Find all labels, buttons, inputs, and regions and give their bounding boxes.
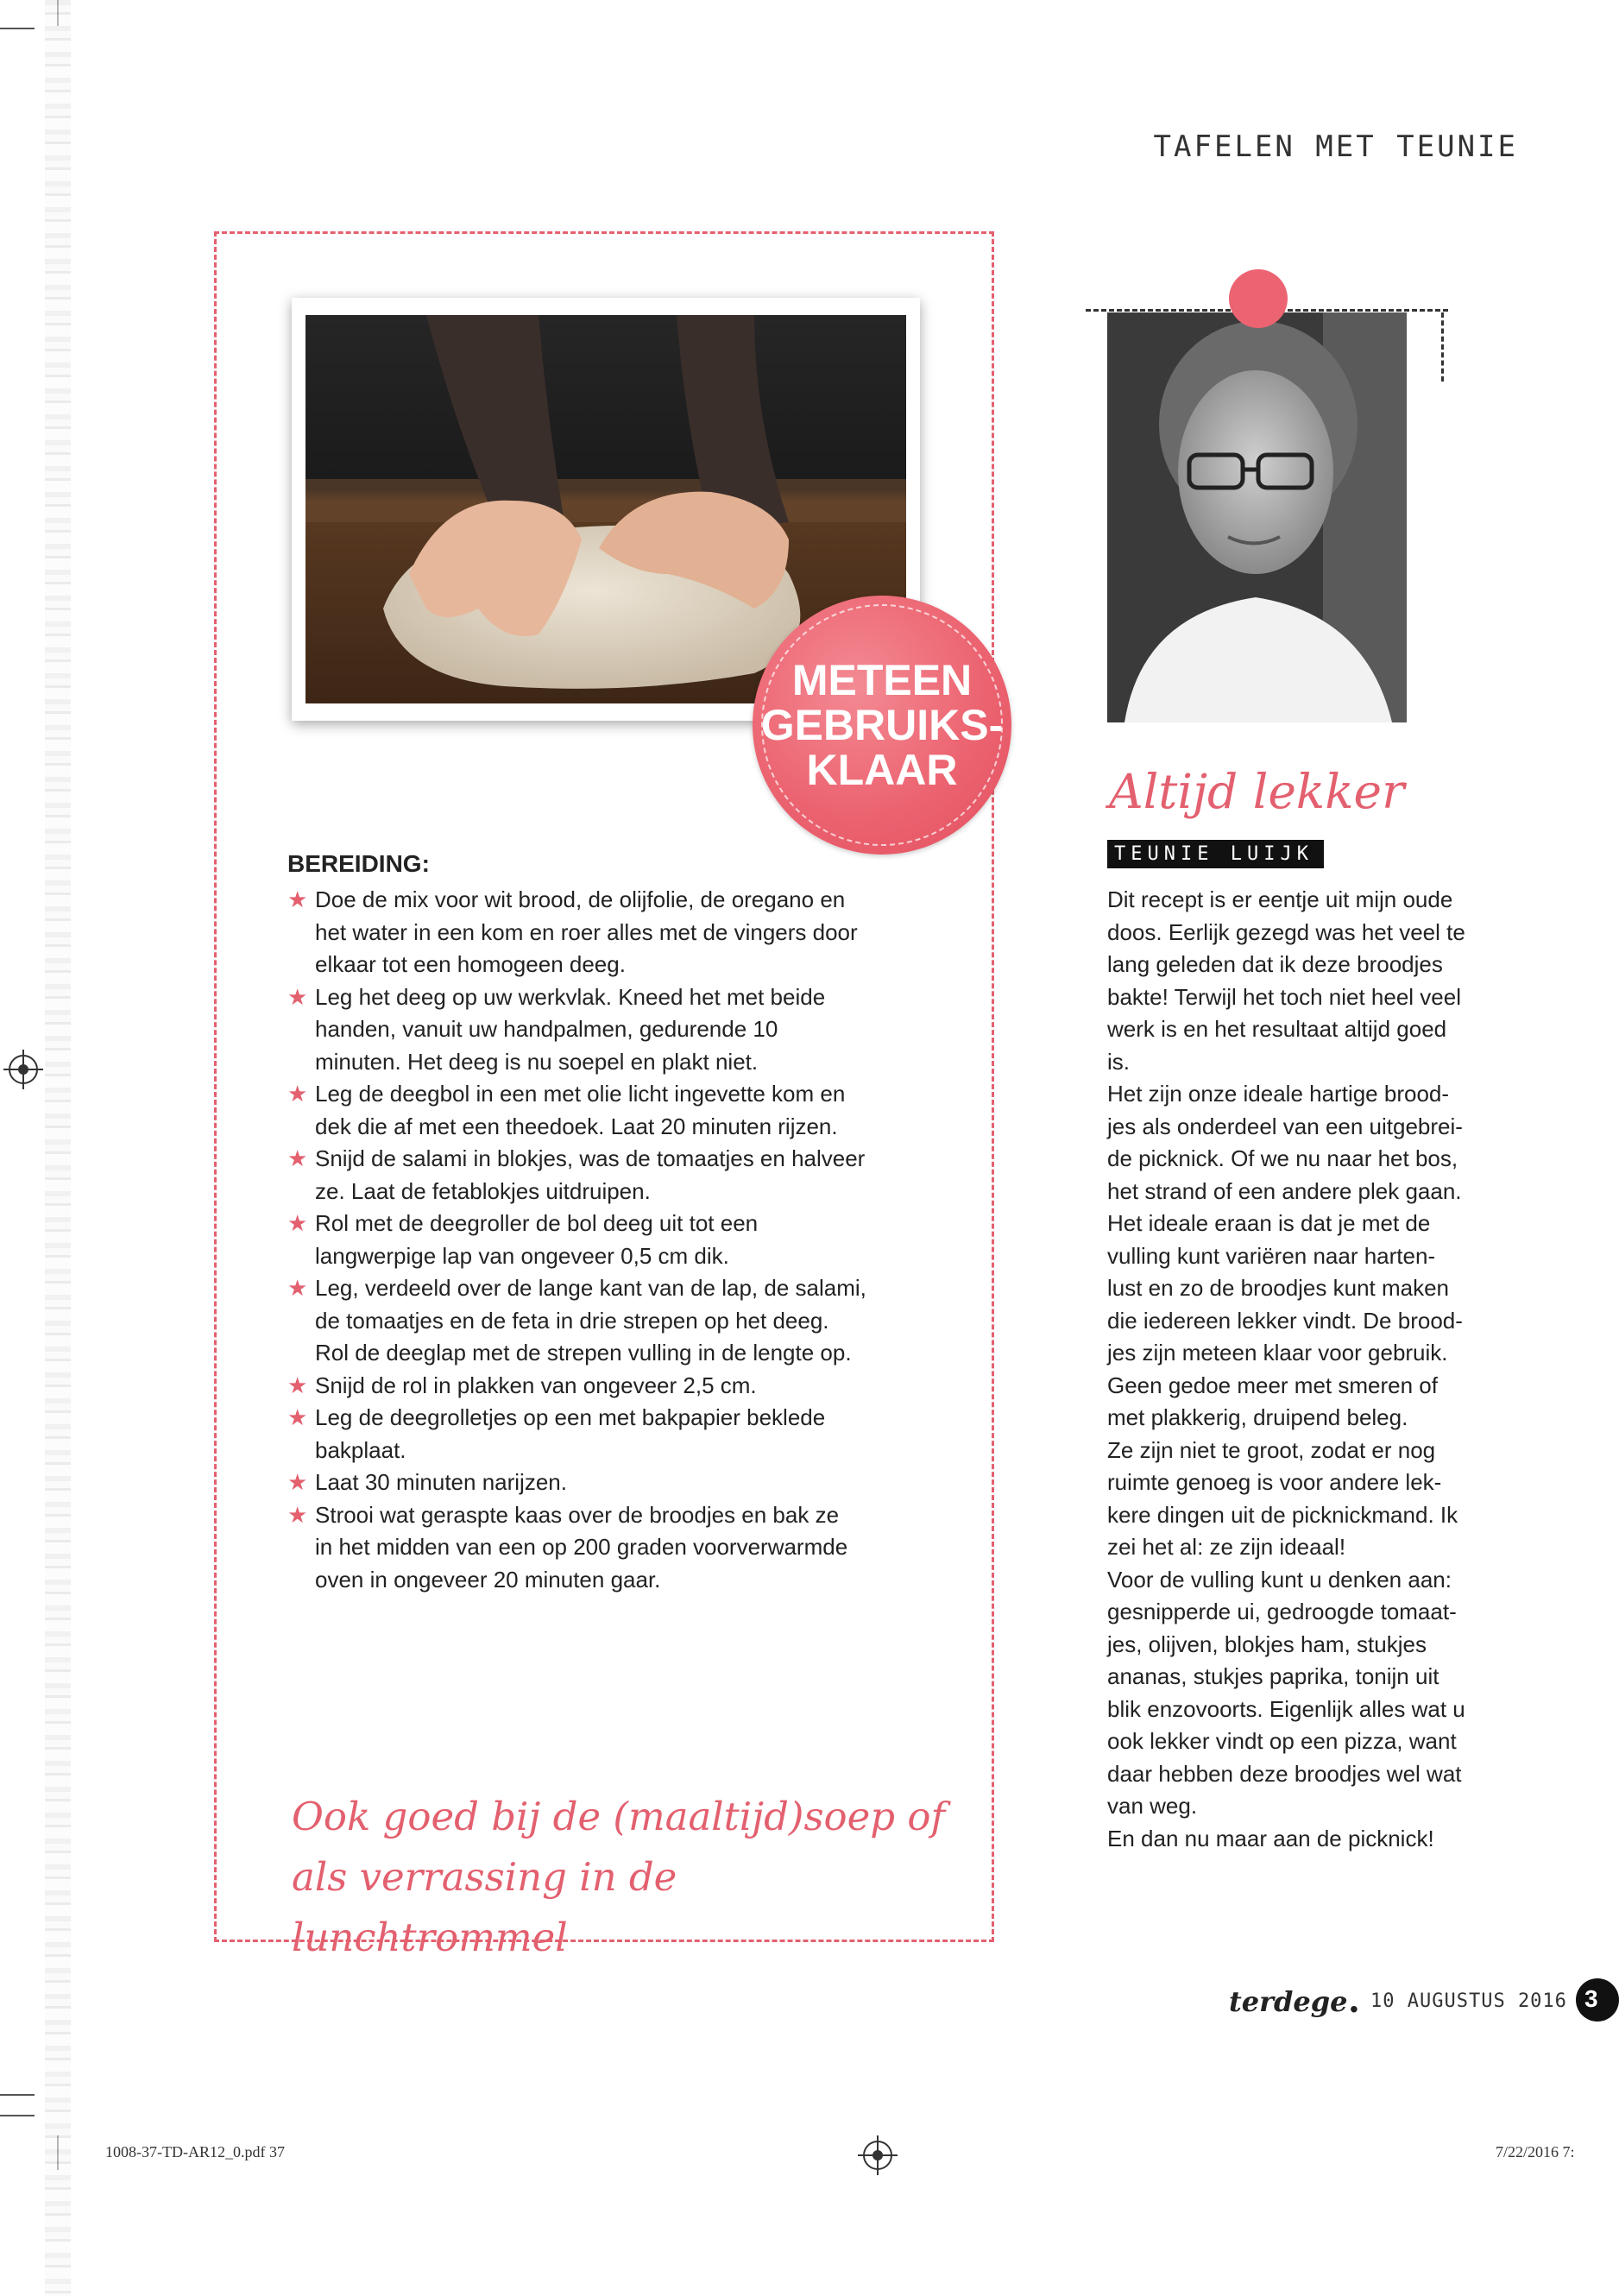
column-line: die iedereen lekker vindt. De brood-: [1107, 1307, 1463, 1334]
recipe-step: [287, 1370, 952, 1403]
column-line: Dit recept is er eentje uit mijn oude: [1107, 886, 1453, 912]
recipe-step: [287, 1143, 952, 1208]
recipe-step-line: de tomaatjes en de feta in drie strepen op het deeg.: [315, 1307, 829, 1334]
recipe-step-line: Leg, verdeeld over de lange kant van de lap, de salami,: [315, 1275, 866, 1301]
recipe-step-line: Strooi wat geraspte kaas over de broodjes en bak ze: [315, 1501, 840, 1528]
pin-icon: [1229, 269, 1288, 328]
recipe-step-line: minuten. Het deeg is nu soepel en plakt niet.: [315, 1048, 759, 1075]
registration-mark-icon: [9, 1055, 38, 1084]
star-icon: ★: [287, 1404, 308, 1430]
column-line: doos. Eerlijk gezegd was het veel te: [1107, 918, 1465, 945]
star-icon: ★: [287, 983, 308, 1010]
crop-mark: [0, 2115, 35, 2116]
meteen-gebruiksklaar-badge: [753, 596, 1011, 855]
recipe-step-line: langwerpige lap van ongeveer 0,5 cm dik.: [315, 1242, 729, 1269]
recipe-step-line: Leg de deegbol in een met olie licht ingevette kom en: [315, 1081, 846, 1107]
badge-line: KLAAR: [806, 746, 958, 794]
recipe-step-line: bakplaat.: [315, 1436, 406, 1463]
column-line: Het zijn onze ideale hartige brood-: [1107, 1081, 1450, 1107]
recipe-step-line: oven in ongeveer 20 minuten gaar.: [315, 1566, 661, 1593]
column-line: Geen gedoe meer met smeren of: [1107, 1372, 1438, 1398]
badge-line: METEEN: [791, 656, 973, 704]
column-body: [1107, 884, 1521, 1855]
column-title: Altijd lekker: [1109, 764, 1405, 819]
column-line: de picknick. Of we nu naar het bos,: [1107, 1145, 1458, 1171]
section-title: TAFELEN MET TEUNIE: [1153, 129, 1518, 164]
recipe-step: [287, 1467, 952, 1499]
page-number-badge: [1576, 1978, 1619, 2022]
star-icon: ★: [287, 1372, 308, 1398]
column-line: gesnipperde ui, gedroogde tomaat-: [1107, 1599, 1457, 1624]
recipe-step-line: Doe de mix voor wit brood, de olijfolie, de oregano en: [315, 886, 846, 912]
footer-separator: •: [1350, 1996, 1358, 2022]
author-name: TEUNIE LUIJK: [1107, 840, 1324, 868]
recipe-step-line: ze. Laat de fetablokjes uitdruipen.: [315, 1177, 651, 1204]
column-line: van weg.: [1107, 1793, 1198, 1819]
author-portrait: [1107, 312, 1407, 722]
star-icon: ★: [287, 1275, 308, 1301]
magazine-brand: terdege: [1229, 1985, 1348, 2018]
column-line: ook lekker vindt op een pizza, want: [1107, 1728, 1457, 1754]
print-slug-file: 1008-37-TD-AR12_0.pdf 37: [105, 2143, 285, 2160]
recipe-step-line: elkaar tot een homogeen deeg.: [315, 951, 626, 977]
column-line: met plakkerig, druipend beleg.: [1107, 1404, 1408, 1430]
column-line: Voor de vulling kunt u denken aan:: [1107, 1566, 1452, 1593]
crop-mark: [0, 2094, 35, 2096]
recipe-step-line: Leg de deegrolletjes op een met bakpapier beklede: [315, 1404, 826, 1430]
column-line: zei het al: ze zijn ideaal!: [1107, 1534, 1346, 1560]
registration-mark-icon: [863, 2141, 892, 2170]
column-line: is.: [1107, 1048, 1130, 1075]
star-icon: ★: [287, 886, 308, 912]
recipe-step-line: dek die af met een theedoek. Laat 20 minuten rijzen.: [315, 1113, 838, 1139]
column-line: ruimte genoeg is voor andere lek-: [1107, 1469, 1442, 1495]
star-icon: ★: [287, 1145, 308, 1171]
column-line: blik enzovoorts. Eigenlijk alles wat u: [1107, 1695, 1465, 1722]
column-line: jes, olijven, blokjes ham, stukjes: [1107, 1631, 1427, 1657]
scan-edge-strip: [45, 0, 71, 2296]
recipe-step-line: het water in een kom en roer alles met de vingers door: [315, 918, 858, 945]
star-icon: ★: [287, 1469, 308, 1495]
column-line: kere dingen uit de picknickmand. Ik: [1107, 1501, 1458, 1528]
star-icon: ★: [287, 1081, 308, 1107]
recipe-step: [287, 1078, 952, 1143]
recipe-step-line: in het midden van een op 200 graden voorverwarmde: [315, 1534, 848, 1560]
quote-line: Ook goed bij de (maaltijd)soep of: [292, 1794, 946, 1839]
recipe-step-line: Rol de deeglap met de strepen vulling in de lengte op.: [315, 1340, 852, 1366]
recipe-step-line: Snijd de salami in blokjes, was de tomaatjes en halveer: [315, 1145, 866, 1171]
recipe-step: [287, 884, 952, 981]
recipe-step-line: handen, vanuit uw handpalmen, gedurende 10: [315, 1016, 778, 1042]
crop-mark: [0, 28, 35, 29]
column-line: ananas, stukjes paprika, tonijn uit: [1107, 1663, 1439, 1689]
column-line: het strand of een andere plek gaan.: [1107, 1177, 1462, 1204]
recipe-quote: [292, 1787, 965, 1968]
print-slug-date: 7/22/2016 7:: [1496, 2143, 1575, 2160]
dashed-tape-line: [1441, 312, 1444, 382]
column-line: jes zijn meteen klaar voor gebruik.: [1107, 1340, 1448, 1366]
column-line: En dan nu maar aan de picknick!: [1107, 1825, 1434, 1851]
recipe-step-line: Leg het deeg op uw werkvlak. Kneed het met beide: [315, 983, 826, 1010]
column-line: lust en zo de broodjes kunt maken: [1107, 1275, 1450, 1301]
recipe-step-line: Rol met de deegroller de bol deeg uit tot een: [315, 1210, 759, 1236]
recipe-step: [287, 981, 952, 1079]
column-line: Ze zijn niet te groot, zodat er nog: [1107, 1436, 1436, 1463]
column-line: jes als onderdeel van een uitgebrei-: [1107, 1113, 1463, 1139]
badge-line: GEBRUIKS-: [760, 701, 1004, 749]
recipe-step: [287, 1208, 952, 1272]
recipe-step: [287, 1402, 952, 1467]
issue-date: 10 AUGUSTUS 2016: [1370, 1990, 1567, 2012]
recipe-steps: [287, 884, 952, 1596]
recipe-step: [287, 1272, 952, 1370]
recipe-step-line: Snijd de rol in plakken van ongeveer 2,5 cm.: [315, 1372, 757, 1398]
recipe-step: [287, 1499, 952, 1597]
column-line: daar hebben deze broodjes wel wat: [1107, 1760, 1462, 1787]
quote-line: als verrassing in de lunchtrommel: [292, 1854, 677, 1960]
column-line: werk is en het resultaat altijd goed: [1107, 1016, 1447, 1042]
column-line: Het ideale eraan is dat je met de: [1107, 1210, 1431, 1236]
page-number: 3: [1584, 1985, 1598, 2012]
column-line: lang geleden dat ik deze broodjes: [1107, 951, 1443, 977]
column-line: vulling kunt variëren naar harten-: [1107, 1242, 1436, 1269]
star-icon: ★: [287, 1501, 308, 1528]
star-icon: ★: [287, 1210, 308, 1236]
recipe-step-line: Laat 30 minuten narijzen.: [315, 1469, 567, 1495]
column-line: bakte! Terwijl het toch niet heel veel: [1107, 983, 1461, 1010]
recipe-heading: BEREIDING:: [287, 850, 430, 877]
